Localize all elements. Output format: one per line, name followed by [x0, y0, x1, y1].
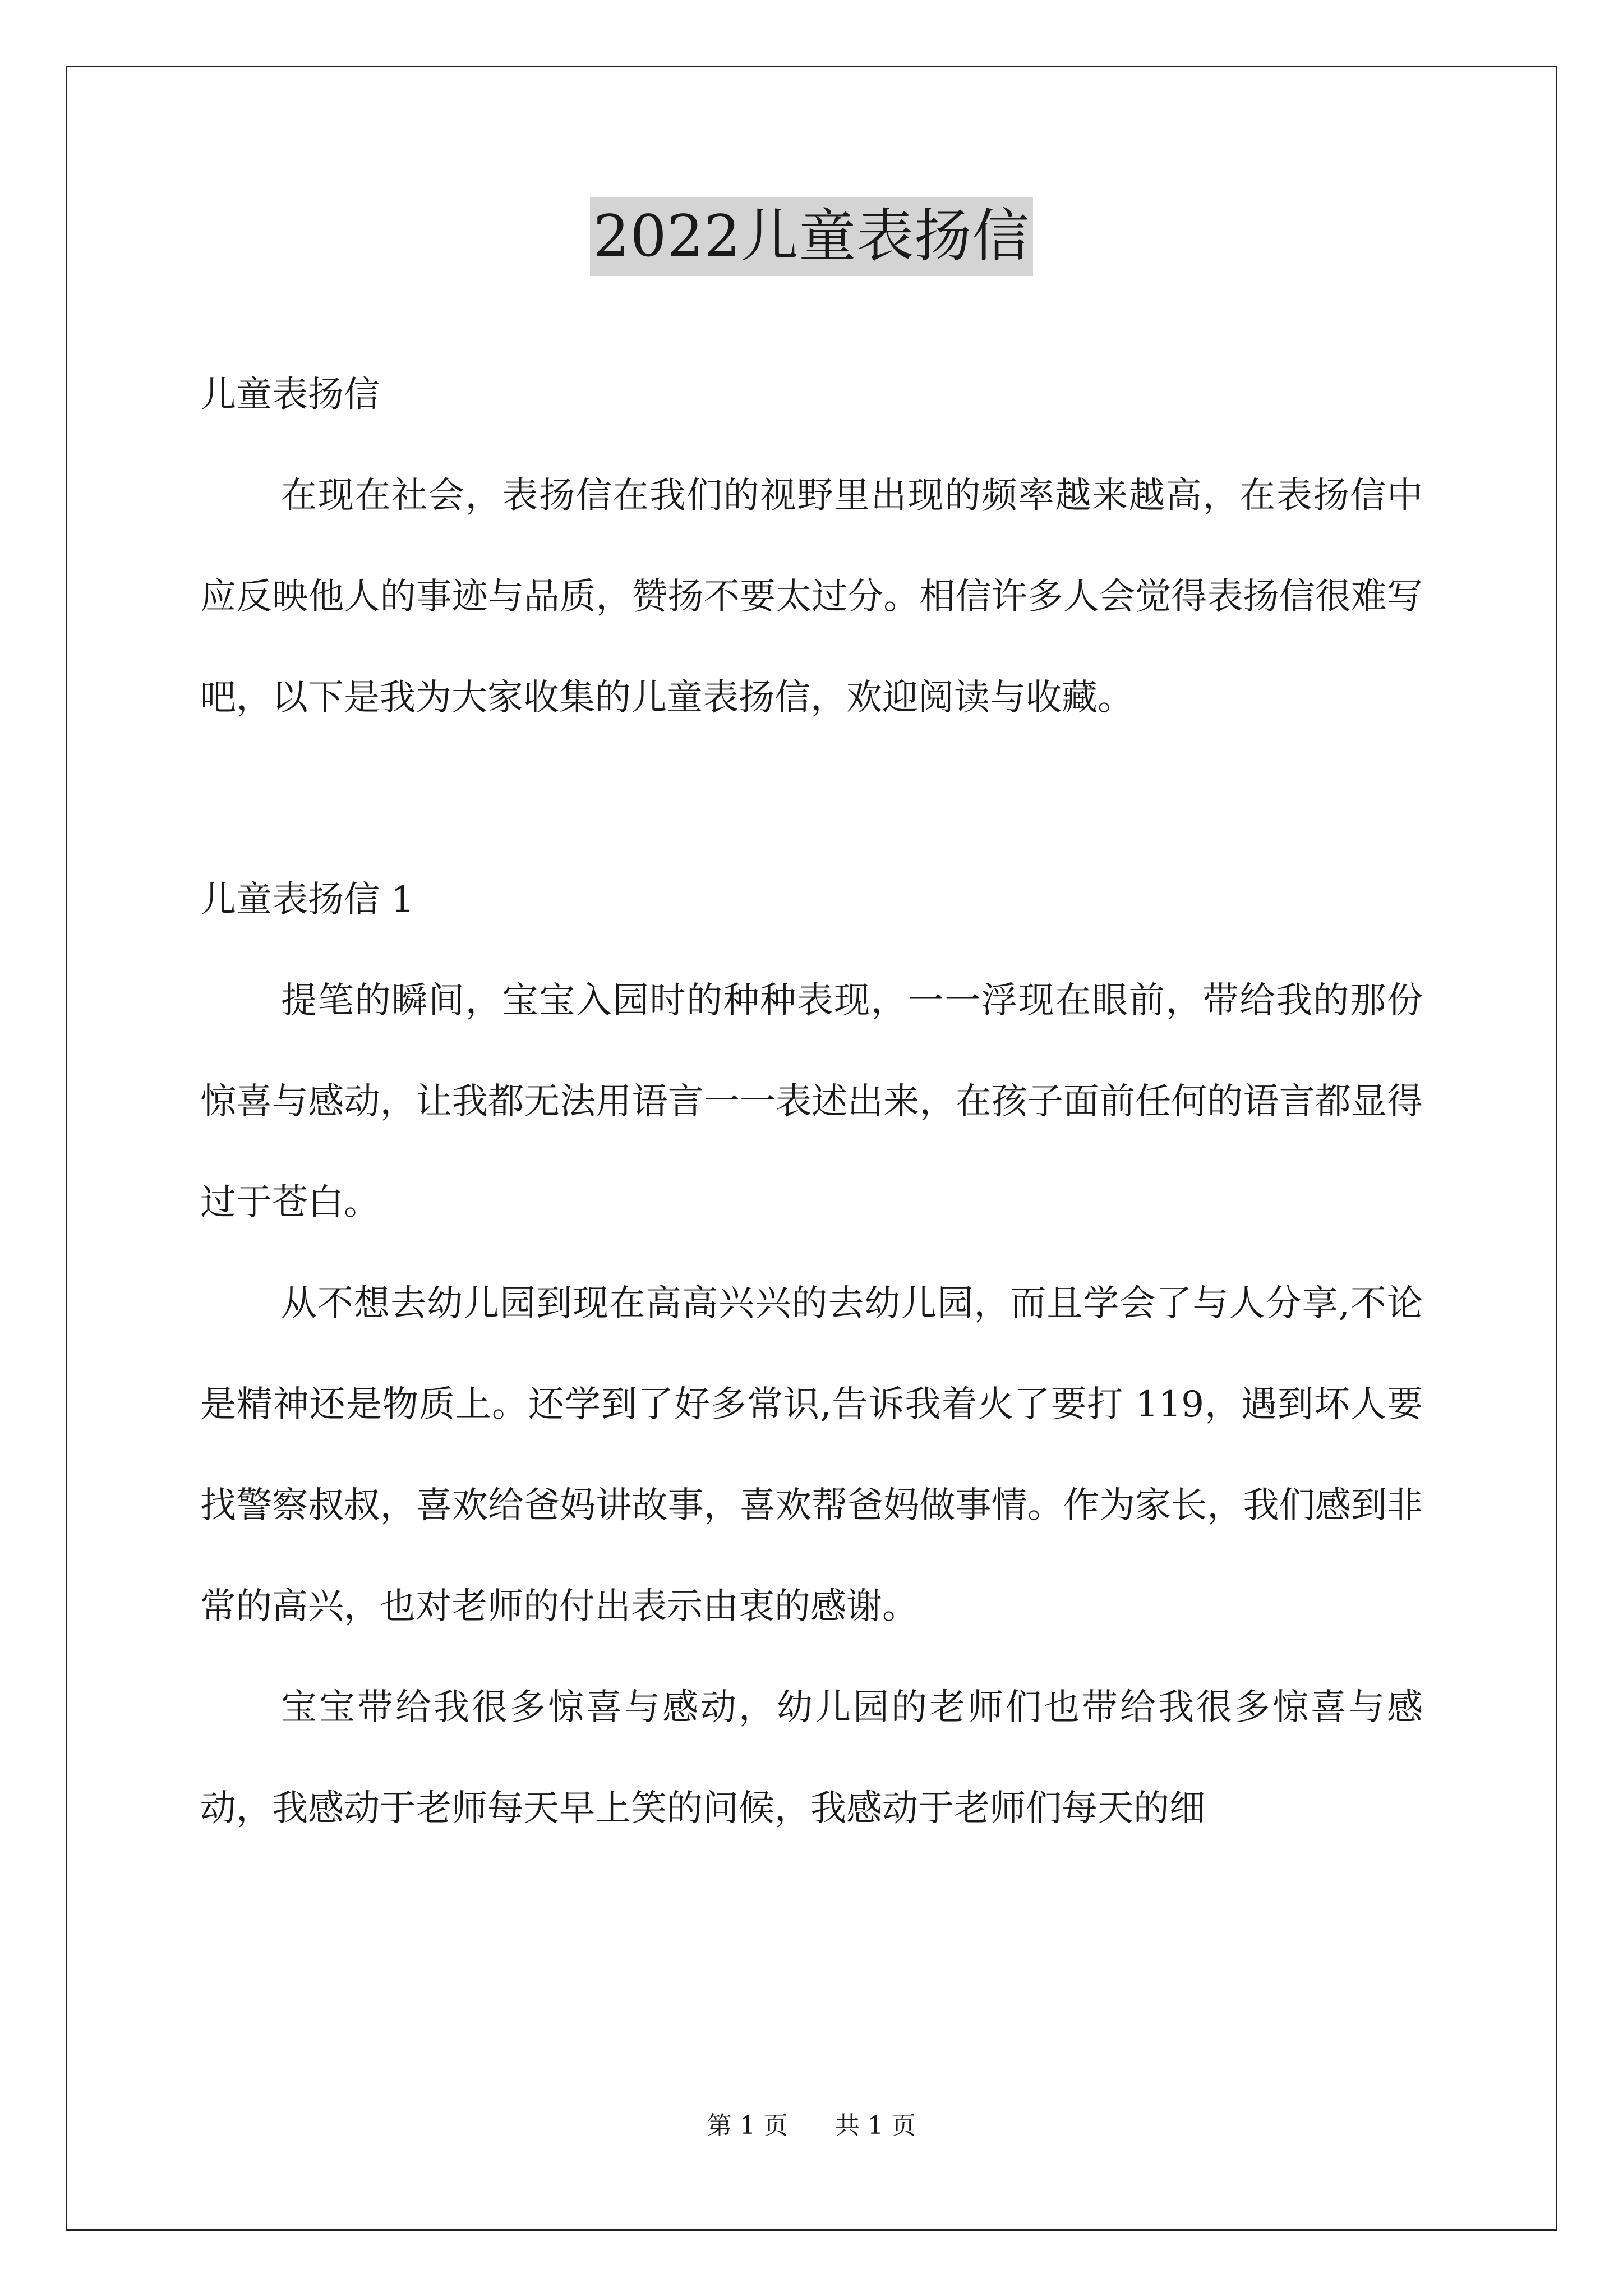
title-container: [0, 197, 1623, 276]
section-heading-1: 儿童表扬信 1: [200, 879, 414, 921]
blank-line: [200, 748, 1423, 849]
page-total: 共 1 页: [835, 2111, 916, 2140]
body-paragraph-2: 从不想去幼儿园到现在高高兴兴的去幼儿园，而且学会了与人分享,不论是精神还是物质上。还学到了好多常识,告诉我着火了要打 119，遇到坏人要找警察叔叔，喜欢给爸妈讲故事，喜欢帮爸妈做事情。作为家长，我们感到非常的高兴，也对老师的付出表示由衷的感谢。: [200, 1283, 1423, 1627]
page-number: 第 1 页: [707, 2111, 788, 2140]
page-footer: [0, 2109, 1623, 2143]
body-paragraph-1: 提笔的瞬间，宝宝入园时的种种表现，一一浮现在眼前，带给我的那份惊喜与感动，让我都无法用语言一一表述出来，在孩子面前任何的语言都显得过于苍白。: [200, 980, 1423, 1223]
intro-paragraph: 在现在社会，表扬信在我们的视野里出现的频率越来越高，在表扬信中应反映他人的事迹与品质，赞扬不要太过分。相信许多人会觉得表扬信很难写吧，以下是我为大家收集的儿童表扬信，欢迎阅读与收藏。: [200, 475, 1423, 719]
section-heading: 儿童表扬信: [200, 374, 380, 416]
document-title[interactable]: 2022儿童表扬信: [590, 197, 1034, 276]
document-body: [200, 344, 1423, 1859]
body-paragraph-3: 宝宝带给我很多惊喜与感动，幼儿园的老师们也带给我很多惊喜与感动，我感动于老师每天早上笑的问候，我感动于老师们每天的细: [200, 1687, 1423, 1829]
